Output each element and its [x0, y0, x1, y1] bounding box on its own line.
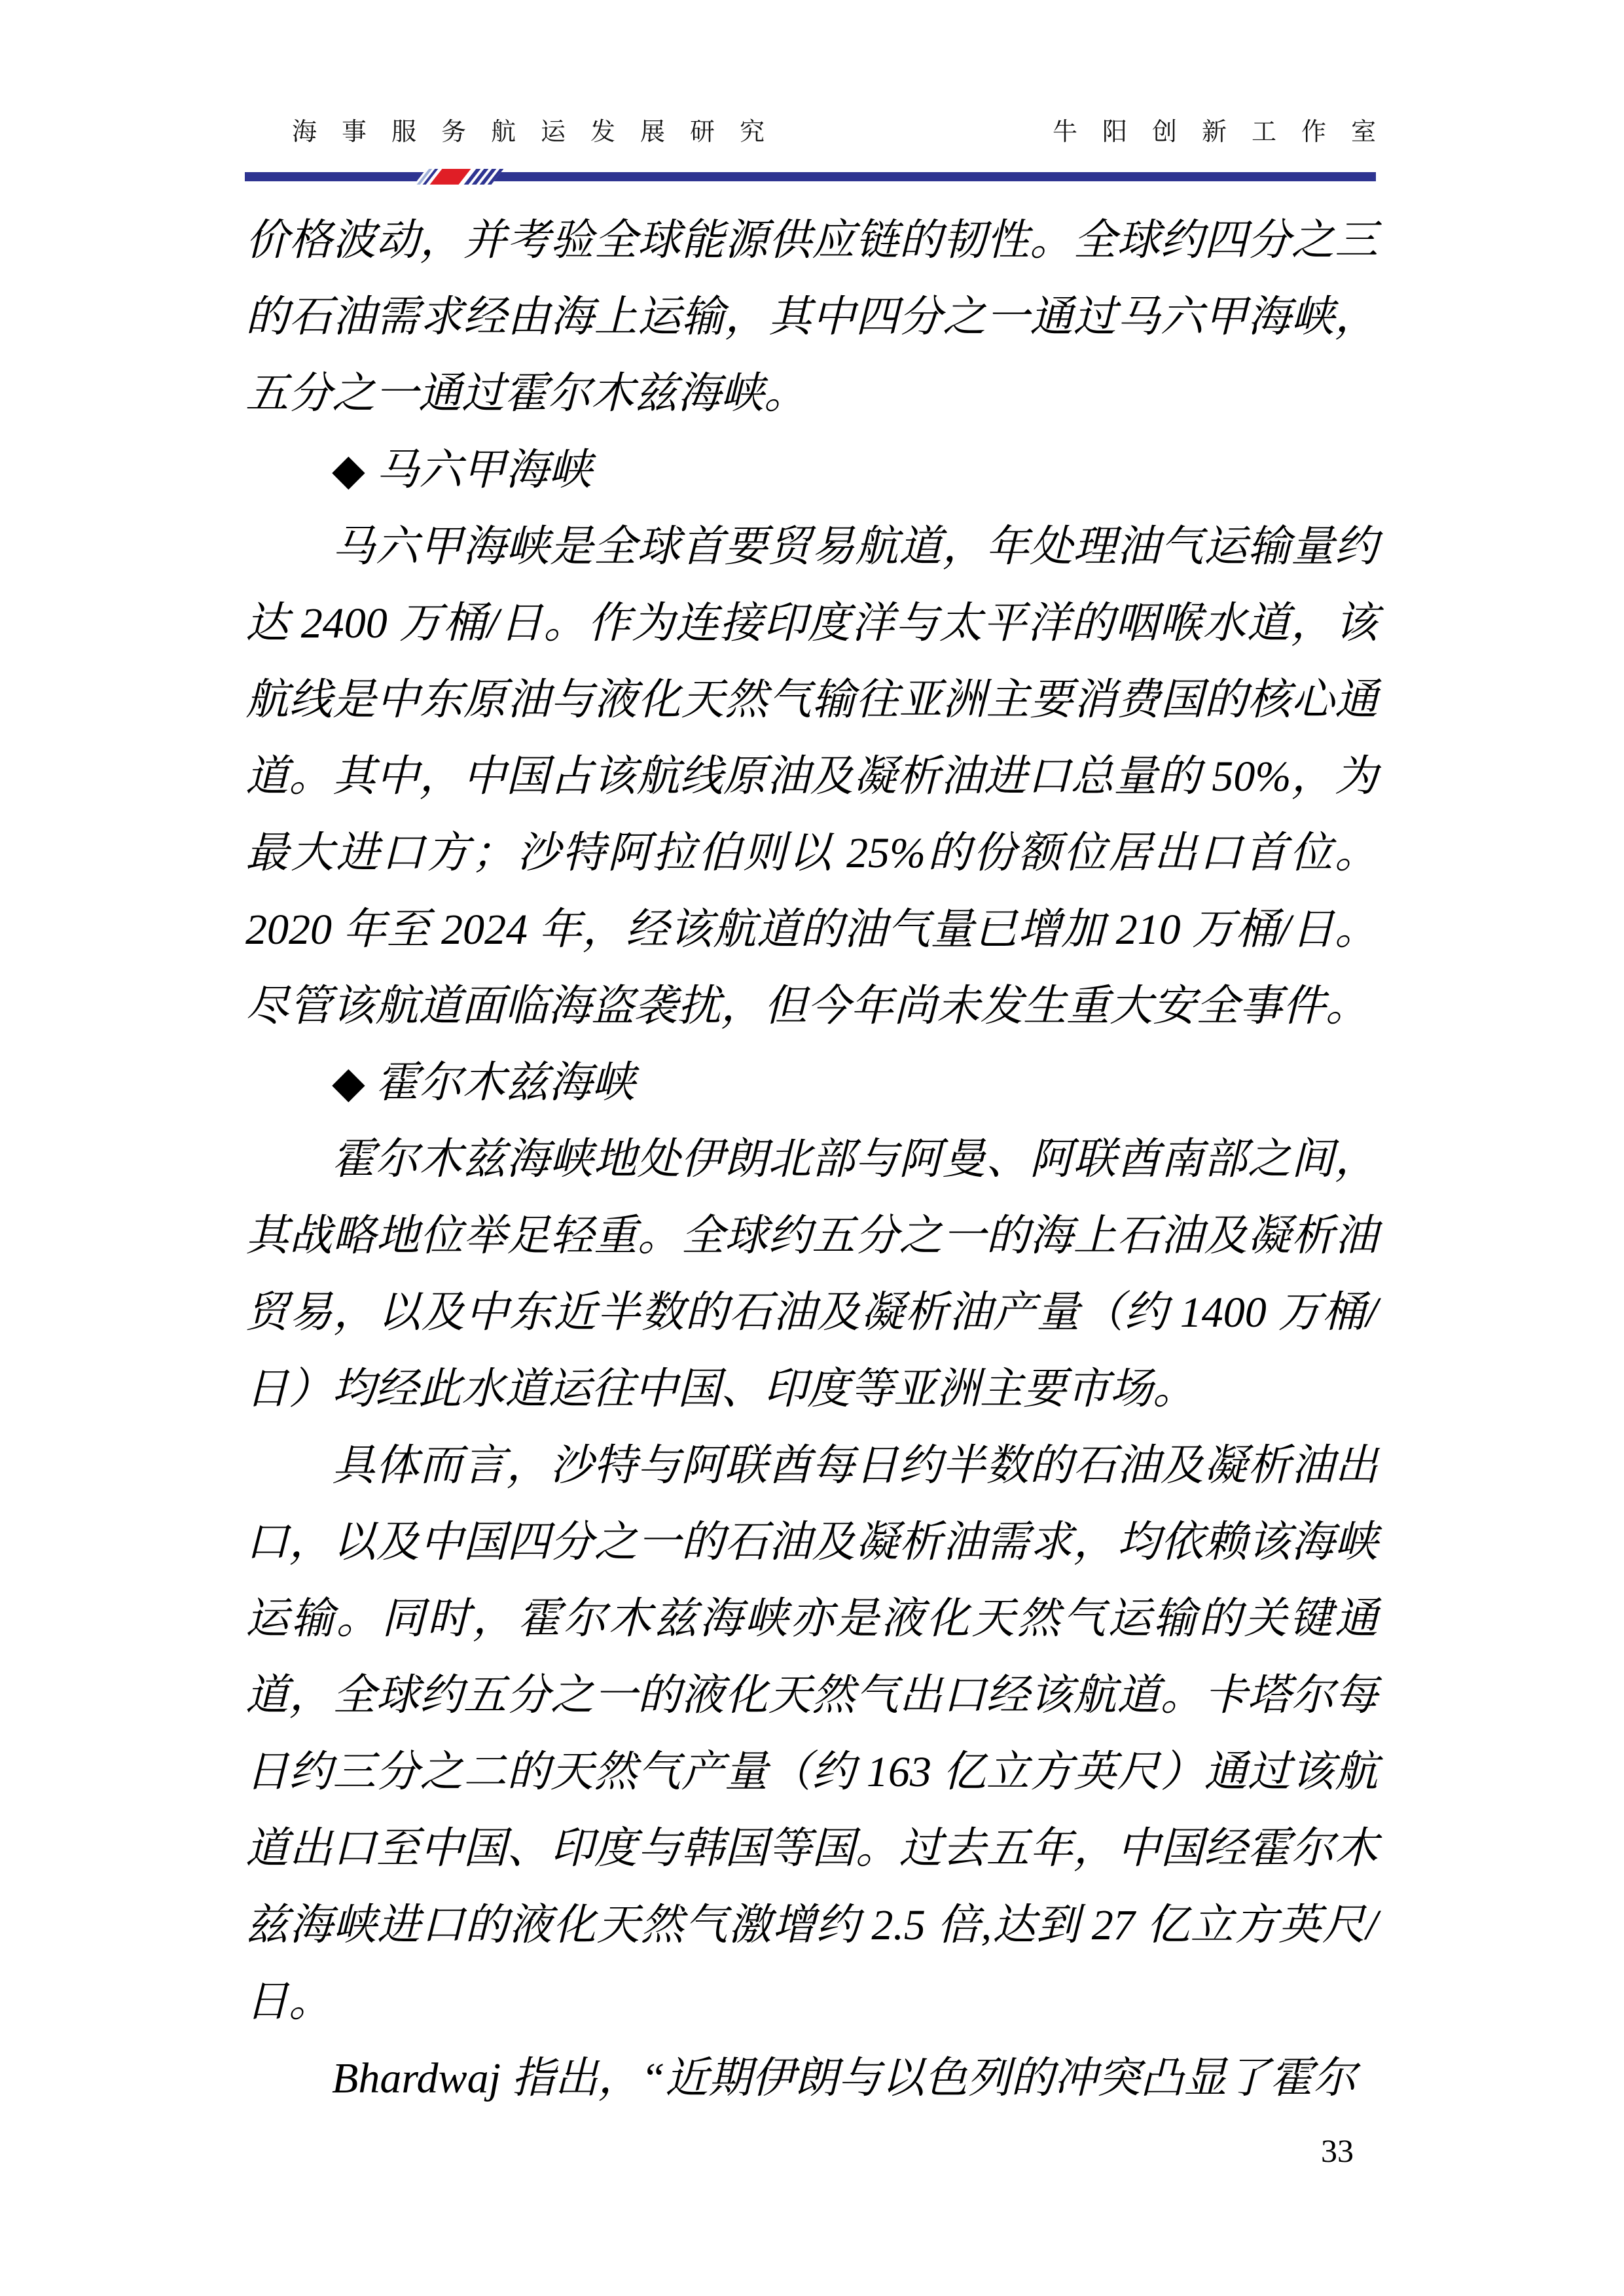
section-heading-hormuz-strait: ◆ 霍尔木兹海峡	[332, 1059, 636, 1107]
article-body	[245, 202, 1378, 2117]
paragraph-hormuz-flows: 具体而言，沙特与阿联酋每日约半数的石油及凝析油出口，以及中国四分之一的石油及凝析油需求，均依赖该海峡运输。同时，霍尔木兹海峡亦是液化天然气运输的关键通道，全球约五分之一的液化天然气出口经该航道。卡塔尔每日约三分之二的天然气产量（约 163 亿立方英尺）通过该航道出口至中国、印度与韩国等国。过去五年，中国经霍尔木兹海峡进口的液化天然气激增约 2.5 倍,达到 27 亿立方英尺/日。	[245, 1442, 1378, 2026]
page-number: 33	[1321, 2132, 1354, 2169]
header-right-title: 牛阳创新工作室	[1052, 118, 1401, 146]
paragraph-bhardwaj-quote: Bhardwaj 指出，“近期伊朗与以色列的冲突凸显了霍尔	[332, 2054, 1357, 2102]
paragraph-intro-continuation: 价格波动，并考验全球能源供应链的韧性。全球约四分之三的石油需求经由海上运输，其中四分之一通过马六甲海峡，五分之一通过霍尔木兹海峡。	[245, 217, 1378, 418]
header-left-title: 海事服务航运发展研究	[292, 118, 790, 146]
header-rule	[245, 172, 1376, 181]
section-heading-malacca-strait: ◆ 马六甲海峡	[332, 446, 592, 494]
paragraph-hormuz-location: 霍尔木兹海峡地处伊朗北部与阿曼、阿联酋南部之间，其战略地位举足轻重。全球约五分之一的海上石油及凝析油贸易，以及中东近半数的石油及凝析油产量（约 1400 万桶/日）均经此水道运往中国、印度等亚洲主要市场。	[245, 1136, 1378, 1413]
brand-slash-icon	[414, 169, 504, 185]
paragraph-malacca-details: 马六甲海峡是全球首要贸易航道，年处理油气运输量约达 2400 万桶/日。作为连接印度洋与太平洋的咽喉水道，该航线是中东原油与液化天然气输往亚洲主要消费国的核心通道。其中，中国占该航线原油及凝析油进口总量的 50%，为最大进口方；沙特阿拉伯则以 25%的份额位居出口首位。2020 年至 2024 年，经该航道的油气量已增加 210 万桶/日。尽管该航道面临海盗袭扰，但今年尚未发生重大安全事件。	[245, 523, 1378, 1030]
